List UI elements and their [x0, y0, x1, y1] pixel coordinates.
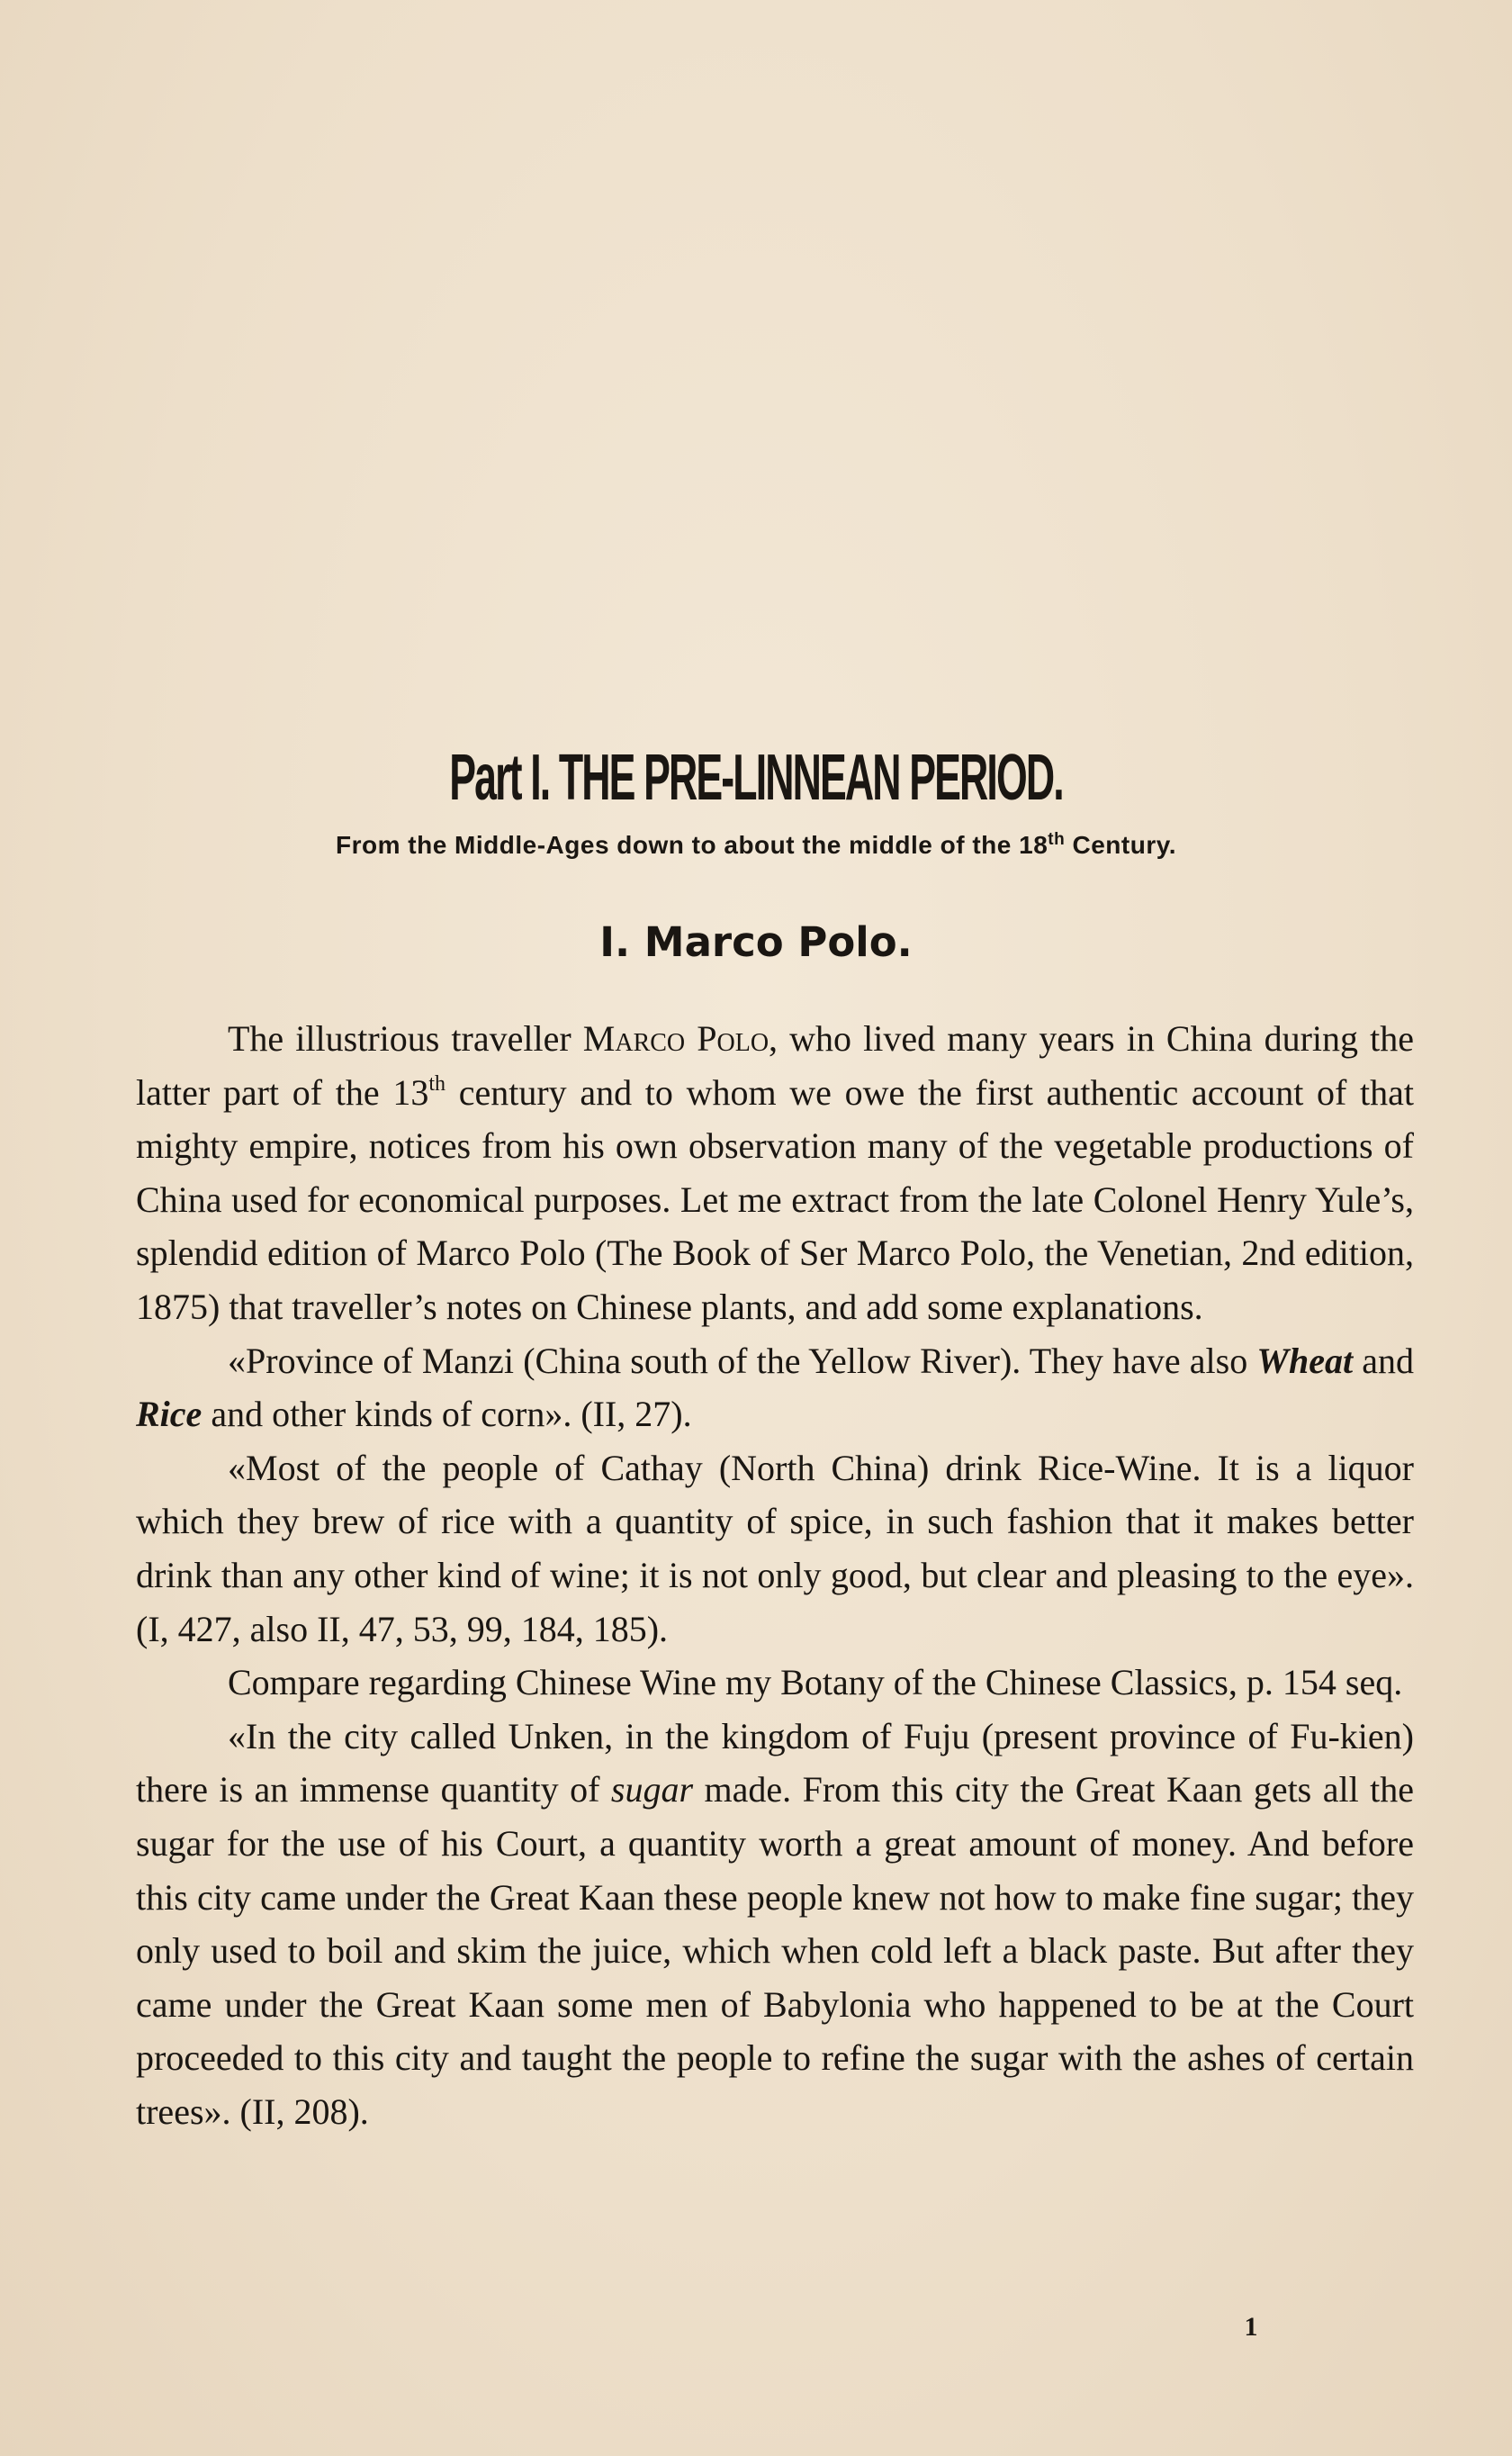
paragraph-1-text-a: The illustrious traveller: [228, 1018, 583, 1059]
part-subtitle: [0, 830, 1512, 861]
body-text: [136, 1012, 1414, 2138]
paragraph-2-and: and: [1353, 1340, 1414, 1381]
subtitle-text-end: Century.: [1065, 831, 1176, 859]
paragraph-1: [136, 1012, 1414, 1334]
emphasis-rice: Rice: [136, 1394, 202, 1435]
subtitle-superscript: th: [1048, 830, 1066, 849]
emphasis-sugar: sugar: [610, 1769, 694, 1810]
paragraph-1-text-c: century and to whom we owe the first authentic account of that mighty empire, notices from his own observation many of the vegetable productions of China used for economical purposes. Let me extract from the late Colonel Henry Yule’s, splendid edition of Marco Polo (The Book of Ser Marco Polo, the Venetian, 2nd edition, 1875) that traveller’s notes on Chinese plants, and add some explanations.: [136, 1071, 1414, 1327]
paragraph-5-text-a: «In the city called Unken, in the kingdom of Fuju (present province of Fu-kien) there is an immense quantity of: [136, 1715, 1414, 1810]
page-number: 1: [1244, 2312, 1258, 2342]
century-superscript: th: [428, 1071, 446, 1096]
paragraph-4: Compare regarding Chinese Wine my Botany of the Chinese Classics, p. 154 seq.: [228, 1662, 1403, 1703]
paragraph-1-text-b: , who lived many years in China during the latter part of the 13: [136, 1018, 1415, 1113]
author-name-smallcaps: Marco Polo: [582, 1018, 770, 1059]
paragraph-5-text-b: made. From this city the Great Kaan gets all the sugar for the use of his Court, a quantity worth a great amount of money. And before this city came under the Great Kaan these people knew not how to make fine sugar; they only used to boil and skim the juice, which when cold left a black paste. But after they came under the Great Kaan some men of Babylonia who happened to be at the Court proceeded to this city and taught the people to refine the sugar with the ashes of certain trees». (II, 208).: [136, 1769, 1414, 2132]
subtitle-text: From the Middle-Ages down to about the middle of the 18: [336, 831, 1048, 859]
paragraph-3: «Most of the people of Cathay (North China) drink Rice-Wine. It is a liquor which they brew of rice with a quantity of spice, in such fashion that it makes better drink than any other kind of wine; it is not only good, but clear and pleasing to the eye». (I, 427, also II, 47, 53, 99, 184, 185).: [136, 1447, 1414, 1649]
part-title: Part I. THE PRE-LINNEAN PERIOD.: [449, 742, 1063, 814]
paragraph-2-text-b: and other kinds of corn». (II, 27).: [202, 1394, 692, 1435]
paragraph-2: [136, 1334, 1414, 1441]
paragraph-2-text-a: «Province of Manzi (China south of the Yellow River). They have also: [228, 1340, 1257, 1381]
emphasis-wheat: Wheat: [1256, 1340, 1354, 1381]
paragraph-5: [136, 1710, 1414, 2139]
section-title: I. Marco Polo.: [599, 918, 913, 966]
